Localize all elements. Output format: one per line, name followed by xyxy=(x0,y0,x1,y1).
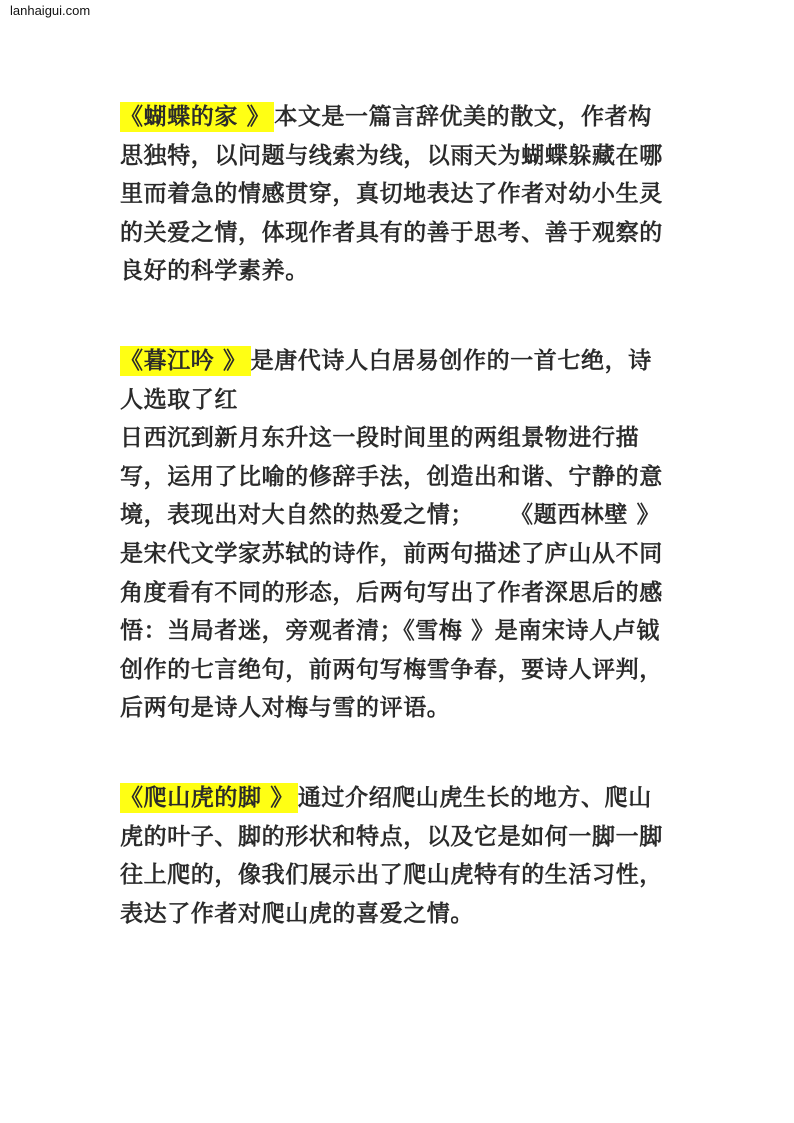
site-watermark: lanhaigui.com xyxy=(10,3,91,18)
paragraph-creeper-feet xyxy=(120,779,668,933)
paragraph-poems xyxy=(120,342,668,728)
paragraph-text: 本文是一篇言辞优美的散文，作者构思独特，以问题与线索为线，以雨天为蝴蝶躲藏在哪里而着急的情感贯穿，真切地表达了作者对幼小生灵的关爱之情，体现作者具有的善于思考、善于观察的良好的科学素养。 xyxy=(120,104,663,285)
highlighted-title: 《爬山虎的脚 》 xyxy=(120,783,298,813)
highlighted-title: 《暮江吟 》 xyxy=(120,346,251,376)
document-body xyxy=(120,98,668,933)
highlighted-title: 《蝴蝶的家 》 xyxy=(120,102,274,132)
paragraph-text: 《题西林壁 》是宋代文学家苏轼的诗作，前两句描述了庐山从不同角度看有不同的形态，后两句写出了作者深思后的感悟：当局者迷，旁观者清；《雪梅 》是南宋诗人卢钺创作的七言绝句，前两句写梅雪争春，要诗人评判，后两句是诗人对梅与雪的评语。 xyxy=(120,502,663,722)
paragraph-butterfly-home xyxy=(120,98,668,291)
paragraph-text: 通过介绍爬山虎生长的地方、爬山虎的叶子、脚的形状和特点，以及它是如何一脚一脚往上爬的，像我们展示出了爬山虎特有的生活习性，表达了作者对爬山虎的喜爱之情。 xyxy=(120,784,663,927)
paragraph-text: 是唐代诗人白居易创作的一首七绝，诗人选取了红 xyxy=(120,348,652,413)
paragraph-text: 日西沉到新月东升这一段时间里的两组景物进行描写，运用了比喻的修辞手法，创造出和谐、宁静的意境，表现出对大自然的热爱之情； xyxy=(120,425,663,529)
